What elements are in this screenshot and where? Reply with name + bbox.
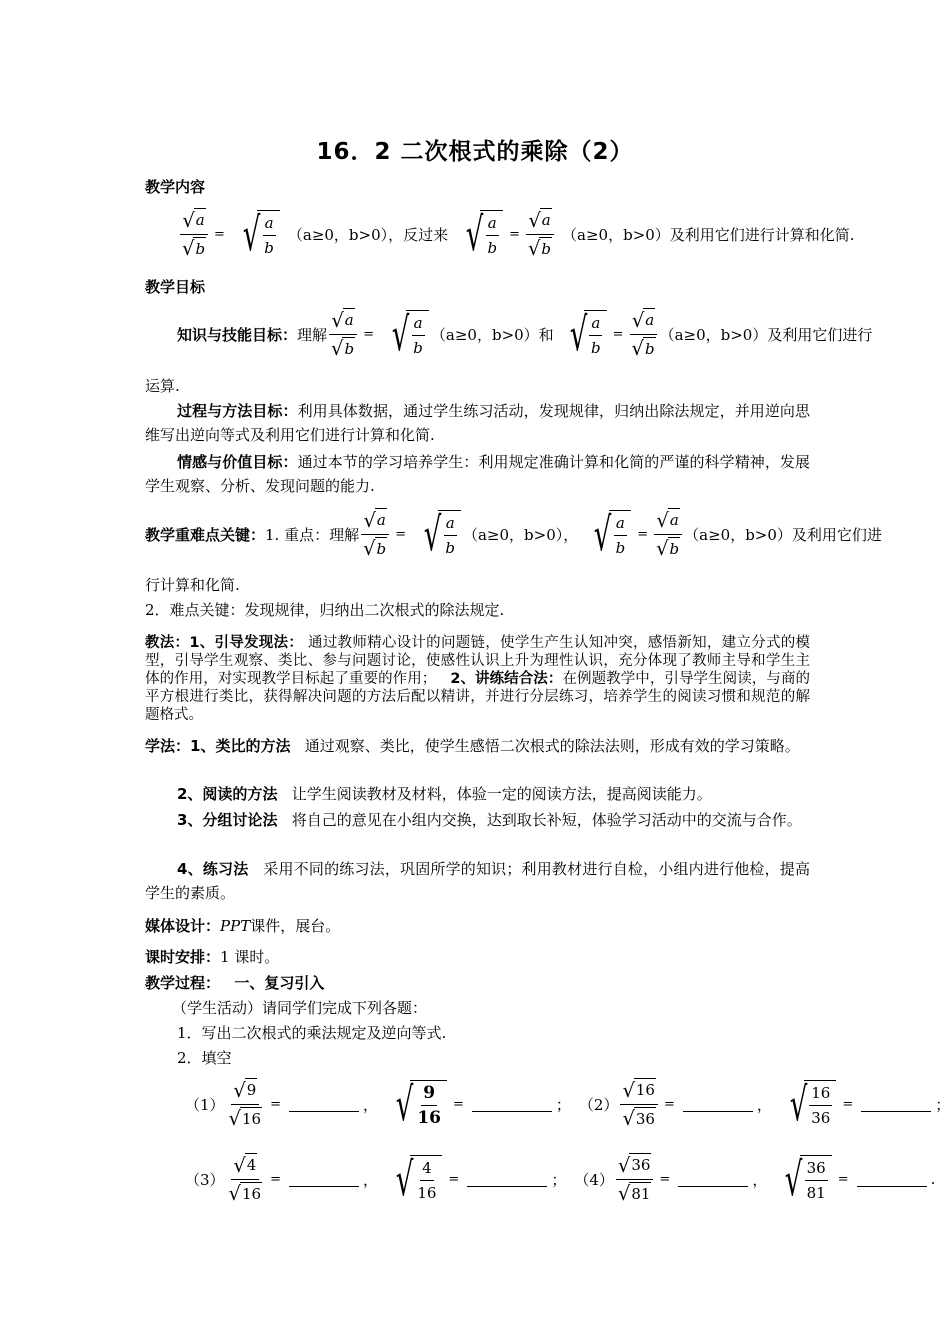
teaching-method-paragraph: 教法：1、引导发现法： 通过教师精心设计的问题链，使学生产生认知冲突，感悟新知，建立分式的模型，引导学生观察、类比、参与问题讨论，使感性认识上升为理性认识，充分体现了教师主导和学生主体的作用，对实现教学目标起了重要的作用； 2、讲练结合法：在例题教学中，引导学生阅读，与商的平方根进行类比，获得解决问题的方法后配以精讲，并进行分层练习，培养学生的阅读习惯和规范的解题格式。 [145, 635, 811, 723]
key-points-line: 教学重难点关键： 1. 重点：理解 √ a √ b = √ $\frac{a}{b}$ （a≥0，b>0）， √ $\frac{a}{b}$ = √ a √ b （a≥0，b>0）及利用它们进 [145, 507, 882, 561]
answer-blank[interactable] [678, 1172, 748, 1187]
goal-knowledge-line: 知识与技能目标： 理解 √ a √ b = √ $\frac{a}{b}$ （a≥0，b>0）和 √ $\frac{a}{b}$ = √ a √ b （a≥0，b>0）及利用它们进行 [177, 307, 873, 361]
fraction-sqrt-a-over-sqrt-b: √ a √ b [361, 508, 389, 560]
learning-method-1: 学法：1、类比的方法 通过观察、类比，使学生感悟二次根式的除法法则，形成有效的学习策略。 [145, 737, 800, 755]
key-points-continued: 行计算和化简. [145, 576, 240, 594]
process-question-1: 1．写出二次根式的乘法规定及逆向等式. [177, 1024, 447, 1042]
exercise-row-2: （3） √ 4 √ 16 = ， √ $\frac{4}{16}$ = ； （4） √ 36 √ 81 = ， √ $\frac{36}{81}$ = . [185, 1152, 936, 1206]
answer-blank[interactable] [857, 1172, 927, 1187]
fraction-sqrt-a-over-sqrt-b: √ a √ b [329, 308, 357, 360]
exercise-row-1: （1） √ 9 √ 16 = ， √ $\frac{9}{16}$ = ； （2） √ 16 √ 36 = ， √ $\frac{16}{36}$ = ； [185, 1077, 950, 1131]
exercise-4-sqrt-fraction: √ $\frac{36}{81}$ [773, 1155, 831, 1203]
answer-blank[interactable] [289, 1097, 359, 1112]
sqrt-of-a-over-b: √ $\frac{a}{b}$ [558, 310, 607, 358]
formula-line-content: √ a √ b = √ $\frac{a}{b}$ （a≥0，b>0），反过来 √ $\frac{a}{b}$ = √ a √ b （a≥0，b>0）及利用它们进行计算和化简. [182, 207, 855, 261]
sqrt-of-a-over-b: √ $\frac{a}{b}$ [582, 510, 631, 558]
media-design-line: 媒体设计：PPT课件，展台。 [145, 917, 341, 935]
exercise-3-fraction: √ 4 √ 16 [228, 1153, 262, 1205]
process-question-2: 2．填空 [177, 1049, 232, 1067]
sqrt-of-a-over-b: √ $\frac{a}{b}$ [380, 310, 429, 358]
sqrt-of-a-over-b: √ $\frac{a}{b}$ [412, 510, 461, 558]
exercise-1-sqrt-fraction: √ $\frac{9}{16}$ [384, 1080, 447, 1128]
answer-blank[interactable] [683, 1097, 753, 1112]
fraction-sqrt-a-over-sqrt-b: √ a √ b [526, 208, 554, 260]
answer-blank[interactable] [467, 1172, 547, 1187]
key-points-item-2: 2．难点关键：发现规律，归纳出二次根式的除法规定. [145, 601, 505, 619]
exercise-2-sqrt-fraction: √ $\frac{16}{36}$ [778, 1080, 836, 1128]
page-title: 16．2 二次根式的乘除（2） [316, 139, 634, 165]
schedule-line: 课时安排：1 课时。 [145, 948, 280, 966]
fraction-sqrt-a-over-sqrt-b: √ a √ b [630, 308, 658, 360]
process-activity: （学生活动）请同学们完成下列各题： [172, 999, 428, 1017]
answer-blank[interactable] [472, 1097, 552, 1112]
exercise-4-fraction: √ 36 √ 81 [616, 1153, 654, 1205]
learning-method-2: 2、阅读的方法 让学生阅读教材及材料，体验一定的阅读方法，提高阅读能力。 [177, 785, 712, 803]
exercise-2-fraction: √ 16 √ 36 [620, 1078, 658, 1130]
learning-method-4: 4、练习法 采用不同的练习法，巩固所学的知识；利用教材进行自检，小组内进行他检，提高学生的素质。 [145, 860, 811, 902]
goal-knowledge-continued: 运算. [145, 377, 180, 395]
section-heading-content: 教学内容 [145, 178, 206, 196]
process-heading-line: 教学过程： 一、复习引入 [145, 974, 325, 992]
answer-blank[interactable] [861, 1097, 931, 1112]
answer-blank[interactable] [289, 1172, 359, 1187]
sqrt-of-a-over-b: √ $\frac{a}{b}$ [231, 210, 280, 258]
goal-emotion-paragraph: 情感与价值目标：通过本节的学习培养学生：利用规定准确计算和化简的严谨的科学精神，发展学生观察、分析、发现问题的能力. [145, 453, 810, 495]
sqrt-of-a-over-b: √ $\frac{a}{b}$ [454, 210, 503, 258]
fraction-sqrt-a-over-sqrt-b: √ a √ b [654, 508, 682, 560]
learning-method-3: 3、分组讨论法 将自己的意见在小组内交换，达到取长补短，体验学习活动中的交流与合作。 [177, 811, 802, 829]
goal-process-paragraph: 过程与方法目标：利用具体数据，通过学生练习活动，发现规律，归纳出除法规定，并用逆向思维写出逆向等式及利用它们进行计算和化简. [145, 402, 810, 444]
exercise-3-sqrt-fraction: √ $\frac{4}{16}$ [384, 1155, 442, 1203]
exercise-1-fraction: √ 9 √ 16 [228, 1078, 262, 1130]
fraction-sqrt-a-over-sqrt-b: √ a √ b [180, 208, 208, 260]
section-heading-goals: 教学目标 [145, 278, 206, 296]
